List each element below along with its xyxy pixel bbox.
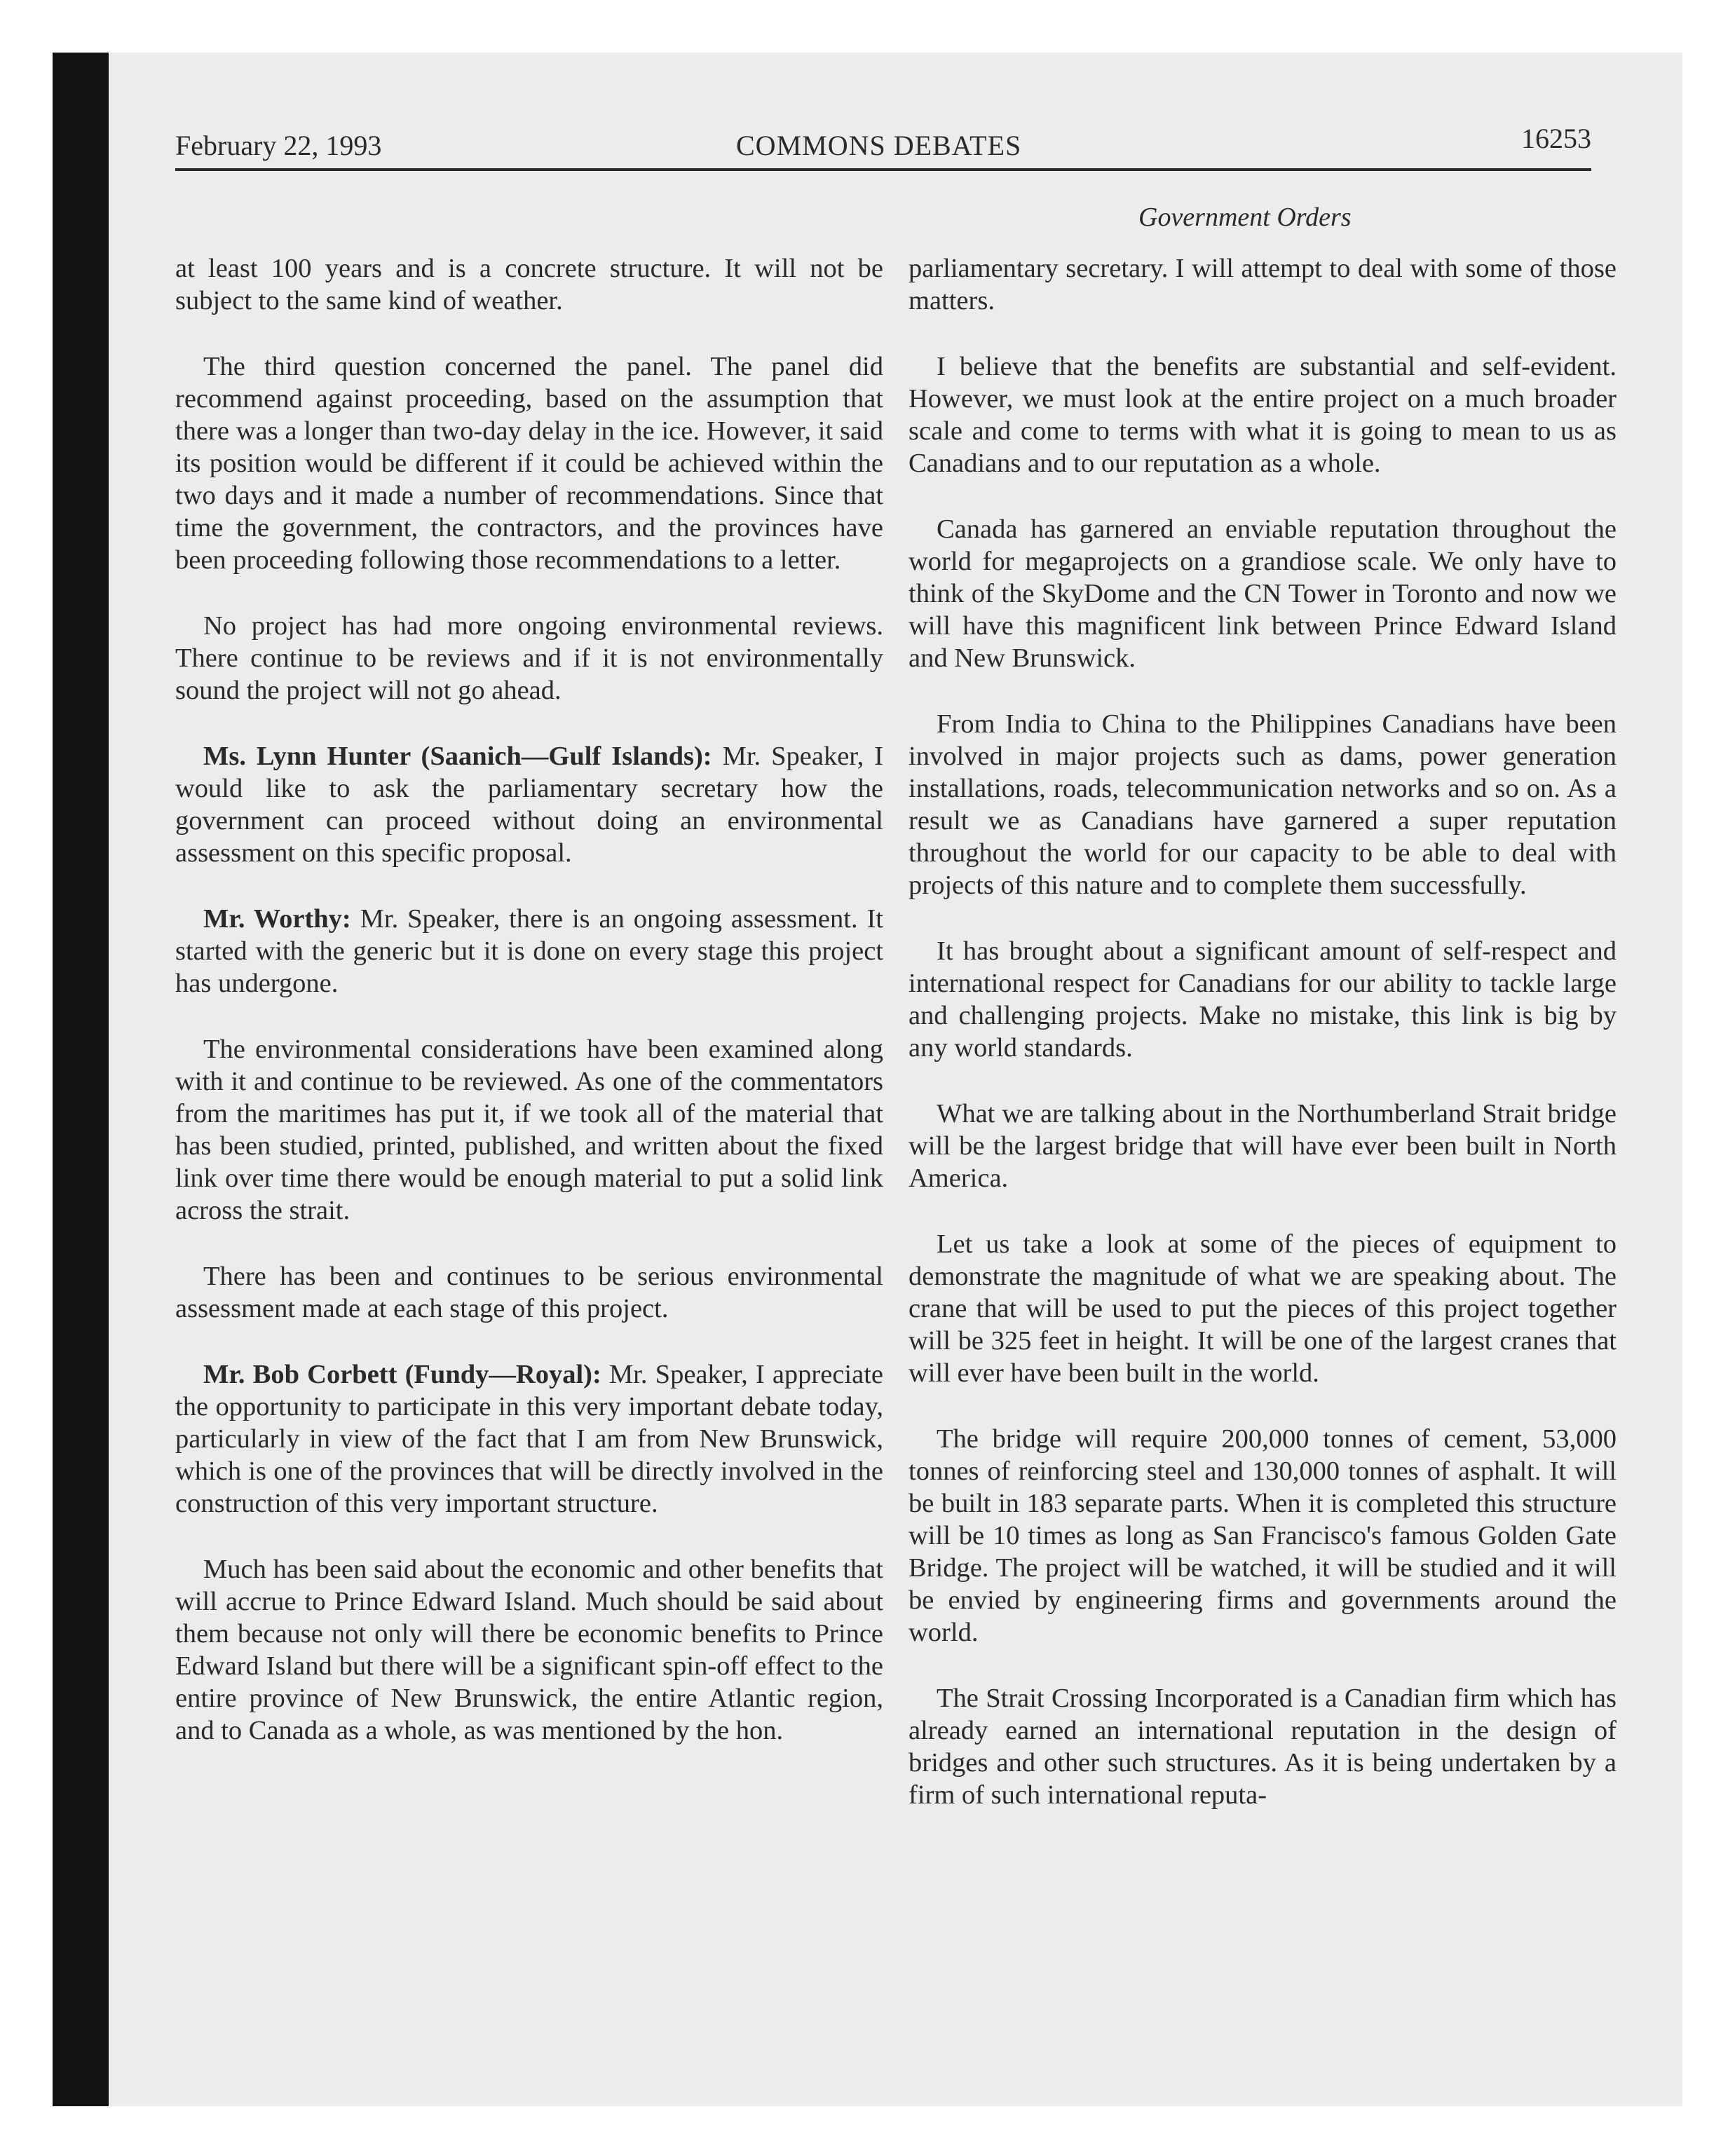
page-header xyxy=(175,123,1591,170)
header-rule xyxy=(175,168,1591,171)
paragraph xyxy=(175,610,883,707)
paragraph-text: Mr. Speaker, I appreciate the opportunity to participate in this very important debate today, particularly in view of the fact that I am from New Brunswick, which is one of the provinces that will be directly involved in the construction of this very important structure. xyxy=(175,1360,883,1518)
paragraph-text: It has brought about a significant amount of self-respect and international respect for Canadians for our ability to tackle large and challenging projects. Make no mistake, this link is big by any world standards. xyxy=(909,936,1617,1063)
paragraph xyxy=(909,1228,1617,1389)
paragraph xyxy=(909,350,1617,479)
paragraph xyxy=(175,1033,883,1227)
header-date: February 22, 1993 xyxy=(175,130,382,161)
paragraph-text: Canada has garnered an enviable reputation throughout the world for megaprojects on a grandiose scale. We only have to think of the SkyDome and the CN Tower in Toronto and now we will have this magnificent link between Prince Edward Island and New Brunswick. xyxy=(909,514,1617,673)
paragraph-text: The bridge will require 200,000 tonnes of cement, 53,000 tonnes of reinforcing steel and 130,000 tonnes of asphalt. It will be built in 183 separate parts. When it is completed this structure will be 10 times as long as San Francisco's famous Golden Gate Bridge. The project will be watched, it will be studied and it will be envied by engineering firms and governments around the world. xyxy=(909,1424,1617,1647)
paragraph xyxy=(175,903,883,999)
speaker-name: Mr. Bob Corbett (Fundy—Royal): xyxy=(203,1360,601,1389)
page-number: 16253 xyxy=(1521,123,1591,154)
paragraph-text: No project has had more ongoing environmental reviews. There continue to be reviews and if it is not environmentally sound the project will not go ahead. xyxy=(175,611,883,705)
paragraph-text: What we are talking about in the Northumberland Strait bridge will be the largest bridge that will have ever been built in North America. xyxy=(909,1099,1617,1193)
paragraph xyxy=(909,1423,1617,1649)
paragraph xyxy=(909,708,1617,901)
paragraph xyxy=(175,1358,883,1520)
paragraph-text: Let us take a look at some of the pieces of equipment to demonstrate the magnitude of what we are speaking about. The crane that will be used to put the pieces of this project together will be 325 feet in height. It will be one of the largest cranes that will ever have been built in the world. xyxy=(909,1229,1617,1388)
left-column xyxy=(175,252,883,1780)
section-label: Government Orders xyxy=(1138,203,1352,232)
right-column xyxy=(909,252,1617,1845)
header-title: COMMONS DEBATES xyxy=(736,130,1022,161)
paragraph xyxy=(909,252,1617,317)
paragraph xyxy=(909,1098,1617,1194)
paragraph xyxy=(175,740,883,869)
paragraph xyxy=(909,513,1617,674)
speaker-name: Ms. Lynn Hunter (Saanich—Gulf Islands): xyxy=(203,742,712,771)
paragraph xyxy=(175,1260,883,1325)
paragraph-text: parliamentary secretary. I will attempt to deal with some of those matters. xyxy=(909,254,1617,315)
paragraph-text: Much has been said about the economic and other benefits that will accrue to Prince Edward Island. Much should be said about them because not only will there be economic benefits to Prince Edward Island but there will be a significant spin-off effect to the entire province of New Brunswick, the entire Atlantic region, and to Canada as a whole, as was mentioned by the hon. xyxy=(175,1555,883,1745)
paragraph xyxy=(909,1682,1617,1811)
scan-edge-bar xyxy=(53,53,109,2106)
paragraph-text: The environmental considerations have been examined along with it and continue to be reviewed. As one of the commentators from the maritimes has put it, if we took all of the material that has been studied, printed, published, and written about the fixed link over time there would be enough material to put a solid link across the strait. xyxy=(175,1035,883,1225)
paragraph-text: I believe that the benefits are substantial and self-evident. However, we must look at the entire project on a much broader scale and come to terms with what it is going to mean to us as Canadians and to our reputation as a whole. xyxy=(909,352,1617,478)
paragraph-text: The Strait Crossing Incorporated is a Canadian firm which has already earned an international reputation in the design of bridges and other such structures. As it is being undertaken by a firm of such international reputa- xyxy=(909,1684,1617,1810)
paragraph xyxy=(175,1553,883,1747)
paragraph xyxy=(175,350,883,576)
paragraph-text: Mr. Speaker, I would like to ask the parliamentary secretary how the government can proceed without doing an environmental assessment on this specific proposal. xyxy=(175,742,883,868)
paragraph-text: The third question concerned the panel. The panel did recommend against proceeding, based on the assumption that there was a longer than two-day delay in the ice. However, it said its position would be different if it could be achieved within the two days and it made a number of recommendations. Since that time the government, the contractors, and the provinces have been proceeding following those recommendations to a letter. xyxy=(175,352,883,575)
paragraph-text: Mr. Speaker, there is an ongoing assessment. It started with the generic but it is done on every stage this project has undergone. xyxy=(175,904,883,998)
paragraph-text: at least 100 years and is a concrete structure. It will not be subject to the same kind of weather. xyxy=(175,254,883,315)
paragraph xyxy=(909,935,1617,1064)
paragraph-text: There has been and continues to be serious environmental assessment made at each stage of this project. xyxy=(175,1262,883,1323)
paragraph xyxy=(175,252,883,317)
speaker-name: Mr. Worthy: xyxy=(203,904,351,934)
paragraph-text: From India to China to the Philippines Canadians have been involved in major projects such as dams, power generation installations, roads, telecommunication networks and so on. As a result we as Canadians have garnered a super reputation throughout the world for our capacity to be able to deal with projects of this nature and to complete them successfully. xyxy=(909,709,1617,900)
